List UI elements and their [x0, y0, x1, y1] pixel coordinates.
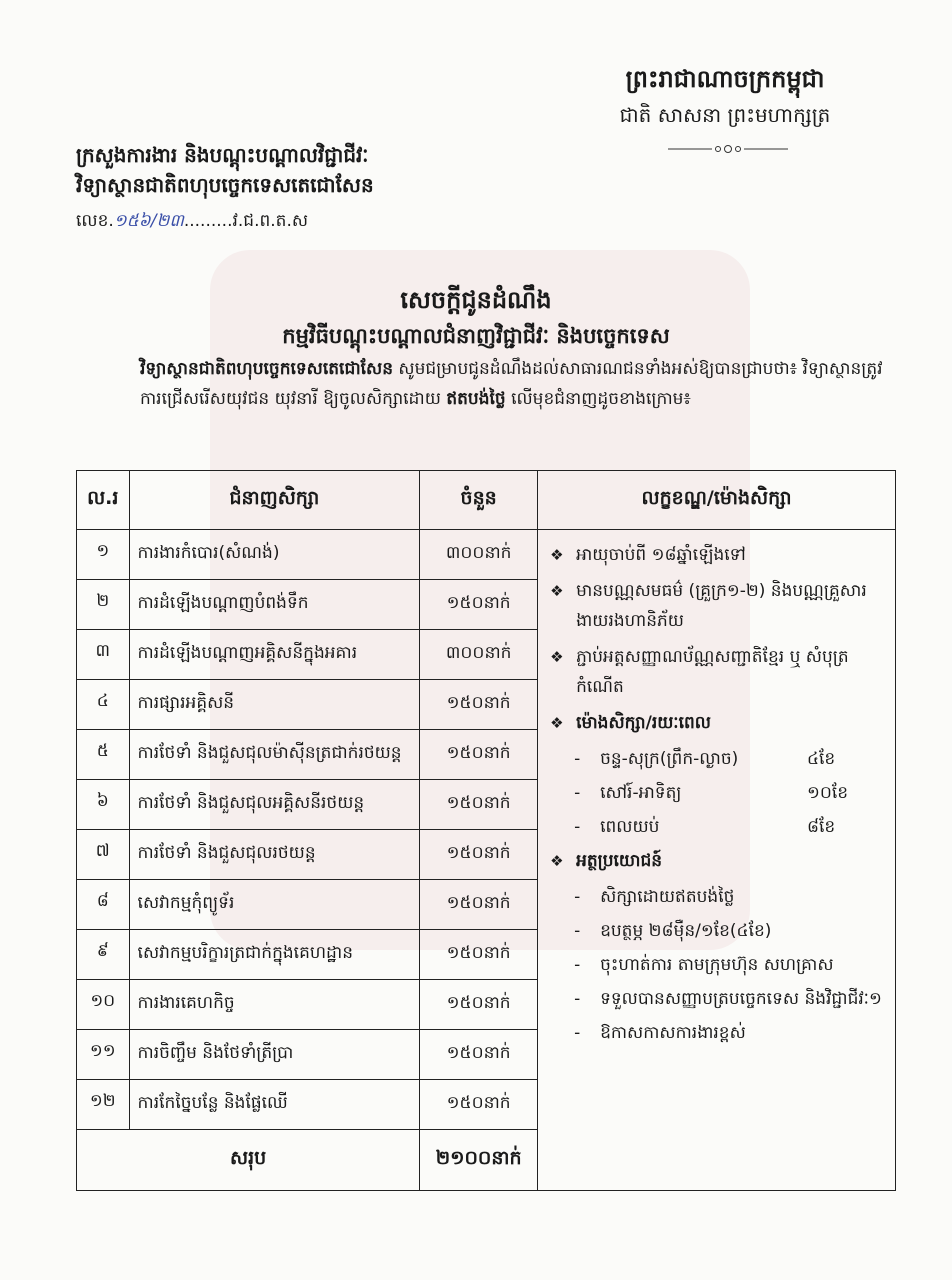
row-skill: សេវាកម្មកុំព្យូទ័រ	[129, 880, 420, 930]
benefit-item: - ទទួលបានសញ្ញាបត្របច្ចេកទេស និងវិជ្ជាជីវៈ១	[574, 989, 882, 1009]
header-no: ល.រ	[77, 471, 130, 530]
diamond-bullet-icon: ❖	[550, 546, 564, 564]
header-count: ចំនួន	[420, 471, 538, 530]
requirements-cell	[538, 530, 896, 1191]
benefits-heading: ❖ អត្ថប្រយោជន៍	[550, 846, 885, 876]
notice-title-block	[0, 282, 952, 352]
requirement-item: ❖ អាយុចាប់ពី ១៨ឆ្នាំឡើងទៅ	[550, 540, 885, 570]
row-count: ១៥០នាក់	[420, 930, 538, 980]
row-count: ១៥០នាក់	[420, 880, 538, 930]
row-no: ៦	[77, 780, 130, 830]
schedule-item: - ពេលយប់ ៨ខែ	[574, 817, 836, 837]
notice-title: សេចក្តីជូនដំណឹង	[400, 286, 552, 314]
row-count: ៣០០នាក់	[420, 630, 538, 680]
skills-table	[76, 470, 896, 1191]
row-skill: ការងារកំបោរ(សំណង់)	[129, 530, 420, 580]
row-no: ១២	[77, 1080, 130, 1130]
header-requirements: លក្ខខណ្ឌ/ម៉ោងសិក្សា	[538, 471, 896, 530]
benefit-item: - ចុះហាត់ការ តាមក្រុមហ៊ុន សហគ្រាស	[574, 955, 834, 975]
row-skill: ការងារគេហកិច្ច	[129, 980, 420, 1030]
institute-name: វិទ្យាស្ថានជាតិពហុបច្ចេកទេសតេជោសែន	[76, 173, 374, 197]
ornament-divider-icon	[668, 143, 788, 155]
ministry-name: ក្រសួងការងារ និងបណ្តុះបណ្តាលវិជ្ជាជីវៈ	[76, 143, 369, 167]
row-no: ៨	[77, 880, 130, 930]
row-skill: ការដំឡើងបណ្តាញអគ្គិសនីក្នុងអគារ	[129, 630, 420, 680]
schedule-item: - ចន្ទ-សុក្រ(ព្រឹក-ល្ងាច) ៤ខែ	[574, 749, 836, 769]
row-no: ១០	[77, 980, 130, 1030]
row-skill: ការថែទាំ និងជួសជុលម៉ាស៊ីនត្រជាក់រថយន្ត	[129, 730, 420, 780]
row-no: ៣	[77, 630, 130, 680]
benefit-item: - សិក្សាដោយឥតបង់ថ្លៃ	[574, 887, 735, 907]
diamond-bullet-icon: ❖	[550, 582, 564, 600]
row-count: ១៥០នាក់	[420, 830, 538, 880]
row-no: ៧	[77, 830, 130, 880]
diamond-bullet-icon: ❖	[550, 852, 564, 870]
row-count: ៣០០នាក់	[420, 530, 538, 580]
requirement-item: ❖ ភ្ជាប់អត្តសញ្ញាណប័ណ្ណសញ្ជាតិខ្មែរ ឬ សំបុត្រកំណើត	[550, 642, 885, 702]
row-count: ១៥០នាក់	[420, 1080, 538, 1130]
table-header-row	[77, 471, 896, 530]
row-skill: ការដំឡើងបណ្តាញបំពង់ទឹក	[129, 580, 420, 630]
row-count: ១៥០នាក់	[420, 730, 538, 780]
intro-free-tuition: ឥតបង់ថ្លៃ	[446, 389, 506, 409]
row-no: ១	[77, 530, 130, 580]
row-count: ១៥០នាក់	[420, 780, 538, 830]
row-no: ៩	[77, 930, 130, 980]
row-no: ៤	[77, 680, 130, 730]
reference-handwritten: ១៥៦/២៣	[113, 211, 184, 231]
kingdom-header	[560, 62, 890, 130]
benefit-item: - ឱកាសកាសការងារខ្ពស់	[574, 1023, 746, 1043]
row-skill: ការថែទាំ និងជួសជុលអគ្គិសនីរថយន្ត	[129, 780, 420, 830]
total-count: ២១០០នាក់	[420, 1130, 538, 1191]
schedule-item: - សៅរ៍-អាទិត្យ ១០ខែ	[574, 783, 849, 803]
notice-subtitle: កម្មវិធីបណ្តុះបណ្តាលជំនាញវិជ្ជាជីវៈ និងបច្ចេកទេស	[282, 324, 670, 348]
row-skill: ការថែទាំ និងជួសជុលរថយន្ត	[129, 830, 420, 880]
intro-institute: វិទ្យាស្ថានជាតិពហុបច្ចេកទេសតេជោសែន	[140, 359, 394, 379]
row-count: ១៥០នាក់	[420, 980, 538, 1030]
intro-paragraph	[76, 354, 886, 414]
row-skill: សេវាកម្មបរិក្ខារត្រជាក់ក្នុងគេហដ្ឋាន	[129, 930, 420, 980]
benefit-item: - ឧបត្ថម្ភ ២៨ម៉ឺន/១ខែ(៤ខែ)	[574, 921, 772, 941]
reference-number: លេខ.១៥៦/២៣.........វ.ជ.ព.ត.ស	[76, 211, 309, 231]
row-no: ២	[77, 580, 130, 630]
ministry-block	[76, 140, 596, 236]
total-label: សរុប	[77, 1130, 420, 1191]
schedule-heading: ❖ ម៉ោងសិក្សា/រយៈពេល	[550, 708, 885, 738]
row-skill: ការចិញ្ចឹម និងថែទាំត្រីប្រា	[129, 1030, 420, 1080]
intro-text-2: លើមុខជំនាញដូចខាងក្រោម៖	[505, 389, 691, 409]
row-no: ១១	[77, 1030, 130, 1080]
row-count: ១៥០នាក់	[420, 1030, 538, 1080]
header-skill: ជំនាញសិក្សា	[129, 471, 420, 530]
row-count: ១៥០នាក់	[420, 680, 538, 730]
row-skill: ការផ្សារអគ្គិសនី	[129, 680, 420, 730]
requirement-item: ❖ មានបណ្ណសមធម៌ (គ្រួក្រ១-២) និងបណ្ណគ្រួសារងាយរងហានិភ័យ	[550, 576, 885, 636]
kingdom-motto: ជាតិ សាសនា ព្រះមហាក្សត្រ	[619, 103, 831, 127]
intro-text-1: សូមជម្រាបជូនដំណឹងដល់សាធារណជនទាំងអស់ឱ្យបានជ្រាបថា៖ វិទ្យាស្ថានត្រូវការជ្រើសរើសយុវជន យុវនារី ឱ្យចូលសិក្សាដោយ	[140, 359, 883, 409]
diamond-bullet-icon: ❖	[550, 648, 564, 666]
row-skill: ការកែច្នៃបន្លែ និងផ្លែឈើ	[129, 1080, 420, 1130]
reference-prefix: លេខ.	[76, 211, 114, 231]
diamond-bullet-icon: ❖	[550, 714, 564, 732]
table-row	[77, 530, 896, 580]
reference-suffix: វ.ជ.ព.ត.ស	[232, 211, 309, 231]
kingdom-title: ព្រះរាជាណាចក្រកម្ពុជា	[625, 65, 825, 93]
row-count: ១៥០នាក់	[420, 580, 538, 630]
row-no: ៥	[77, 730, 130, 780]
